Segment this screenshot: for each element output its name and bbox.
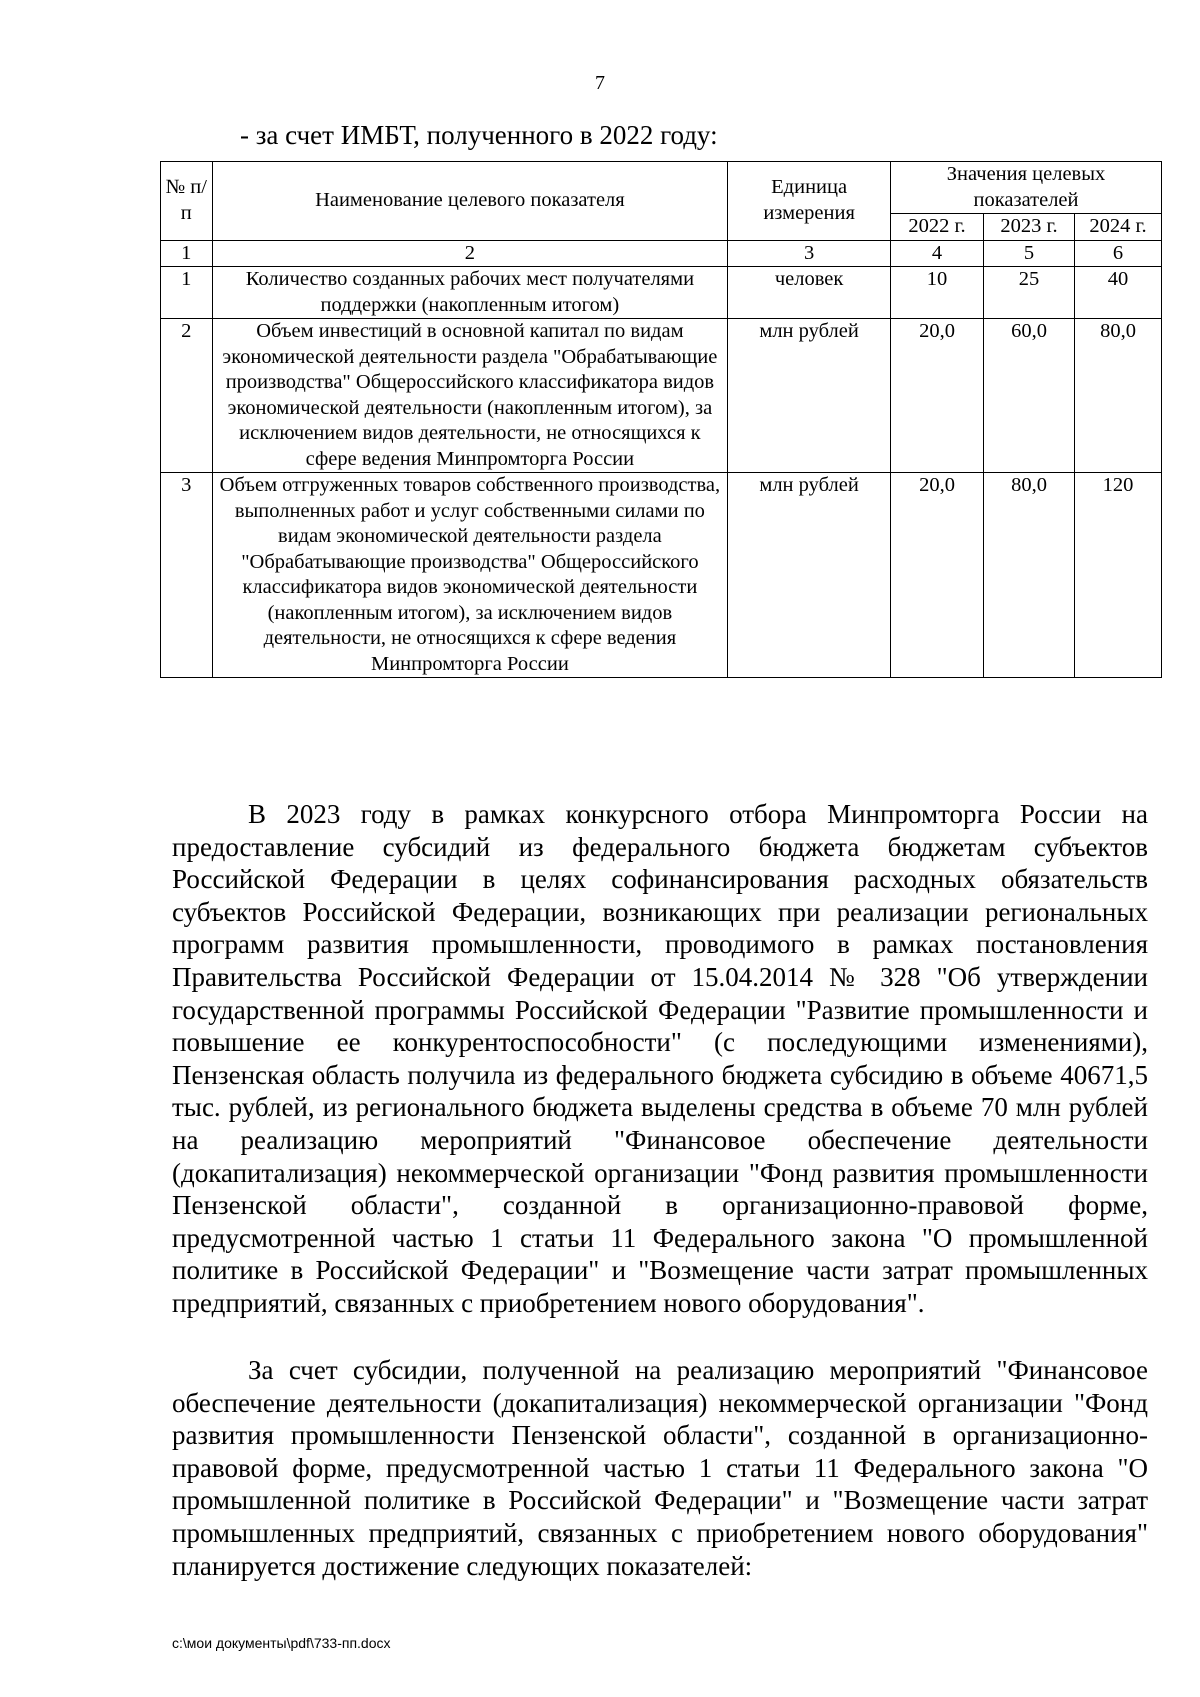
row-value-2023: 80,0 [984, 473, 1075, 678]
header-num: № п/п [161, 162, 213, 241]
row-value-2022: 20,0 [891, 319, 984, 473]
column-number: 4 [891, 240, 984, 267]
row-value-2024: 80,0 [1075, 319, 1162, 473]
header-year: 2022 г. [891, 214, 984, 241]
header-values-group: Значения целевых показателей [891, 162, 1162, 214]
intro-line: - за счет ИМБТ, полученного в 2022 году: [240, 120, 718, 150]
column-numbers-row [161, 240, 1162, 267]
row-value-2024: 120 [1075, 473, 1162, 678]
header-name: Наименование целевого показателя [212, 162, 728, 241]
row-value-2024: 40 [1075, 267, 1162, 319]
table-row [161, 319, 1162, 473]
row-value-2023: 25 [984, 267, 1075, 319]
file-path-footer: c:\мои документы\pdf\733-пп.docx [172, 1635, 391, 1651]
column-number: 6 [1075, 240, 1162, 267]
header-unit: Единица измерения [728, 162, 891, 241]
indicators-table [160, 161, 1162, 678]
header-year: 2023 г. [984, 214, 1075, 241]
column-number: 3 [728, 240, 891, 267]
header-year: 2024 г. [1075, 214, 1162, 241]
column-number: 1 [161, 240, 213, 267]
body-paragraph: За счет субсидии, полученной на реализацию мероприятий "Финансовое обеспечение деятельности (докапитализация) некоммерческой организации "Фонд развития промышленности Пензенской области", созданной в организационно-правовой форме, предусмотренной частью 1 статьи 11 Федерального закона "О промышленной политике в Российской Федерации" и "Возмещение части затрат промышленных предприятий, связанных с приобретением нового оборудования" планируется достижение следующих показателей: [172, 1355, 1148, 1581]
row-num: 2 [161, 319, 213, 473]
table-row [161, 473, 1162, 678]
row-value-2022: 20,0 [891, 473, 984, 678]
table-row [161, 267, 1162, 319]
row-value-2022: 10 [891, 267, 984, 319]
row-name: Объем инвестиций в основной капитал по видам экономической деятельности раздела "Обрабатывающие производства" Общероссийского классификатора видов экономической деятельности (накопленным итогом), за исключением видов деятельности, не относящихся к сфере ведения Минпромторга России [212, 319, 728, 473]
body-paragraph: В 2023 году в рамках конкурсного отбора Минпромторга России на предоставление субсидий из федерального бюджета бюджетам субъектов Российской Федерации в целях софинансирования расходных обязательств субъектов Российской Федерации, возникающих при реализации региональных программ развития промышленности, проводимого в рамках постановления Правительства Российской Федерации от 15.04.2014 № 328 "Об утверждении государственной программы Российской Федерации "Развитие промышленности и повышение ее конкурентоспособности" (с последующими изменениями), Пензенская область получила из федерального бюджета субсидию в объеме 40671,5 тыс. рублей, из регионального бюджета выделены средства в объеме 70 млн рублей на реализацию мероприятий "Финансовое обеспечение деятельности (докапитализация) некоммерческой организации "Фонд развития промышленности Пензенской области", созданной в организационно-правовой форме, предусмотренной частью 1 статьи 11 Федерального закона "О промышленной политике в Российской Федерации" и "Возмещение части затрат промышленных предприятий, связанных с приобретением нового оборудования". [172, 799, 1148, 1318]
column-number: 5 [984, 240, 1075, 267]
table-header-row [161, 162, 1162, 214]
page-number: 7 [595, 72, 605, 94]
row-num: 1 [161, 267, 213, 319]
row-name: Объем отгруженных товаров собственного производства, выполненных работ и услуг собственными силами по видам экономической деятельности раздела "Обрабатывающие производства" Общероссийского классификатора видов экономической деятельности (накопленным итогом), за исключением видов деятельности, не относящихся к сфере ведения Минпромторга России [212, 473, 728, 678]
row-name: Количество созданных рабочих мест получателями поддержки (накопленным итогом) [212, 267, 728, 319]
row-value-2023: 60,0 [984, 319, 1075, 473]
row-unit: млн рублей [728, 319, 891, 473]
row-unit: человек [728, 267, 891, 319]
row-num: 3 [161, 473, 213, 678]
row-unit: млн рублей [728, 473, 891, 678]
body-paragraph-block [172, 798, 1148, 1320]
body-paragraph-block [172, 1354, 1148, 1582]
column-number: 2 [212, 240, 728, 267]
